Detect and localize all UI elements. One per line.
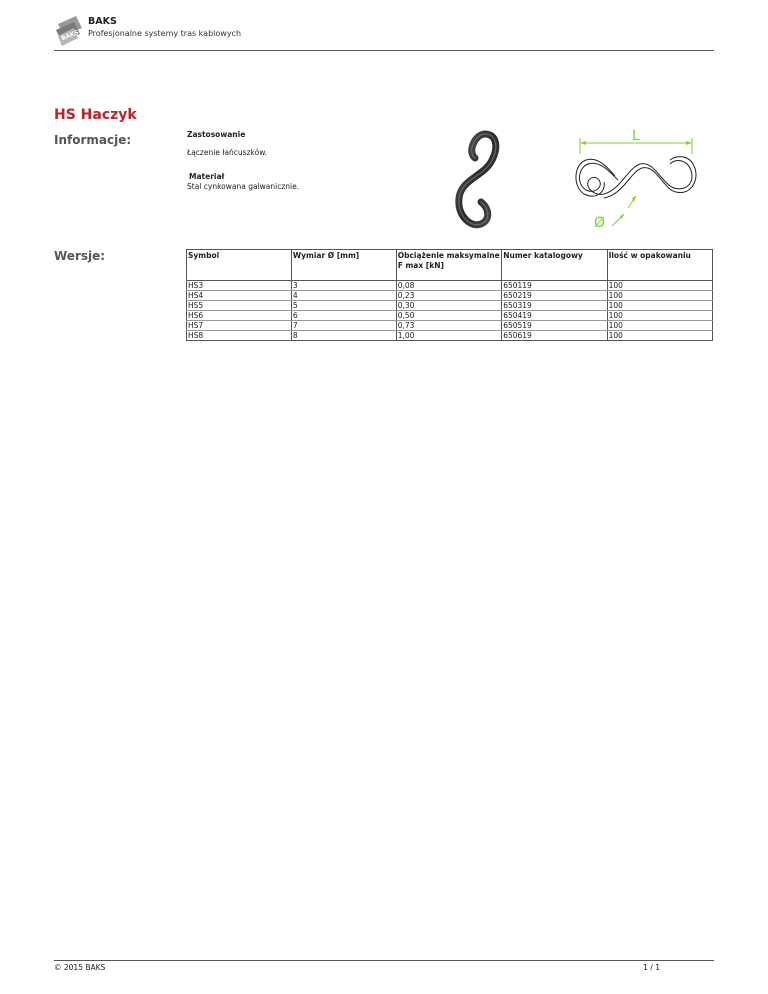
cell-max-load: 0,50 <box>396 311 501 321</box>
cell-diameter: 5 <box>291 301 396 311</box>
col-diameter: Wymiar Ø [mm] <box>291 250 396 281</box>
cell-diameter: 7 <box>291 321 396 331</box>
copyright: © 2015 BAKS <box>54 963 106 972</box>
page-number: 1 / 1 <box>643 963 660 972</box>
table-row <box>187 331 713 341</box>
page-footer <box>54 960 714 972</box>
table-row <box>187 291 713 301</box>
brand-tagline: Profesjonalne systemy tras kablowych <box>88 29 242 38</box>
cell-diameter: 6 <box>291 311 396 321</box>
cell-catalog-number: 650519 <box>502 321 607 331</box>
table-row <box>187 311 713 321</box>
col-pack-quantity: Ilość w opakowaniu <box>607 250 712 281</box>
baks-logo <box>54 14 84 48</box>
usage-heading: Zastosowanie <box>187 130 246 139</box>
cell-pack-quantity: 100 <box>607 291 712 301</box>
usage-text: Łączenie łańcuszków. <box>187 148 268 157</box>
s-hook-drawing <box>570 128 700 232</box>
cell-max-load: 0,73 <box>396 321 501 331</box>
cell-max-load: 0,30 <box>396 301 501 311</box>
table-row <box>187 281 713 291</box>
cell-catalog-number: 650319 <box>502 301 607 311</box>
cell-pack-quantity: 100 <box>607 311 712 321</box>
cell-max-load: 0,08 <box>396 281 501 291</box>
cell-symbol: HS6 <box>187 311 292 321</box>
cell-symbol: HS7 <box>187 321 292 331</box>
versions-table <box>186 249 713 341</box>
info-section-label: Informacje: <box>54 133 132 147</box>
cell-symbol: HS3 <box>187 281 292 291</box>
cell-diameter: 3 <box>291 281 396 291</box>
cell-pack-quantity: 100 <box>607 331 712 341</box>
cell-catalog-number: 650419 <box>502 311 607 321</box>
brand-name: BAKS <box>88 16 117 27</box>
material-heading: Materiał <box>189 172 225 181</box>
cell-symbol: HS4 <box>187 291 292 301</box>
col-symbol: Symbol <box>187 250 292 281</box>
cell-catalog-number: 650219 <box>502 291 607 301</box>
logo-text: BAKS <box>60 29 80 43</box>
cell-symbol: HS5 <box>187 301 292 311</box>
info-section <box>187 130 427 191</box>
page-title: HS Haczyk <box>54 107 137 123</box>
cell-pack-quantity: 100 <box>607 281 712 291</box>
cell-catalog-number: 650619 <box>502 331 607 341</box>
table-header-row <box>187 250 713 281</box>
cell-symbol: HS8 <box>187 331 292 341</box>
cell-max-load: 0,23 <box>396 291 501 301</box>
diameter-label: Ø <box>594 215 606 231</box>
cell-diameter: 8 <box>291 331 396 341</box>
col-max-load: Obciążenie maksymalne F max [kN] <box>396 250 501 281</box>
page-header <box>54 12 714 51</box>
material-text: Stal cynkowana galwanicznie. <box>187 182 300 191</box>
cell-diameter: 4 <box>291 291 396 301</box>
cell-pack-quantity: 100 <box>607 301 712 311</box>
cell-max-load: 1,00 <box>396 331 501 341</box>
versions-section-label: Wersje: <box>54 249 106 263</box>
col-catalog-number: Numer katalogowy <box>502 250 607 281</box>
cell-pack-quantity: 100 <box>607 321 712 331</box>
table-row <box>187 321 713 331</box>
s-hook-photo <box>445 128 513 232</box>
length-label: L <box>632 128 640 144</box>
table-row <box>187 301 713 311</box>
cell-catalog-number: 650119 <box>502 281 607 291</box>
